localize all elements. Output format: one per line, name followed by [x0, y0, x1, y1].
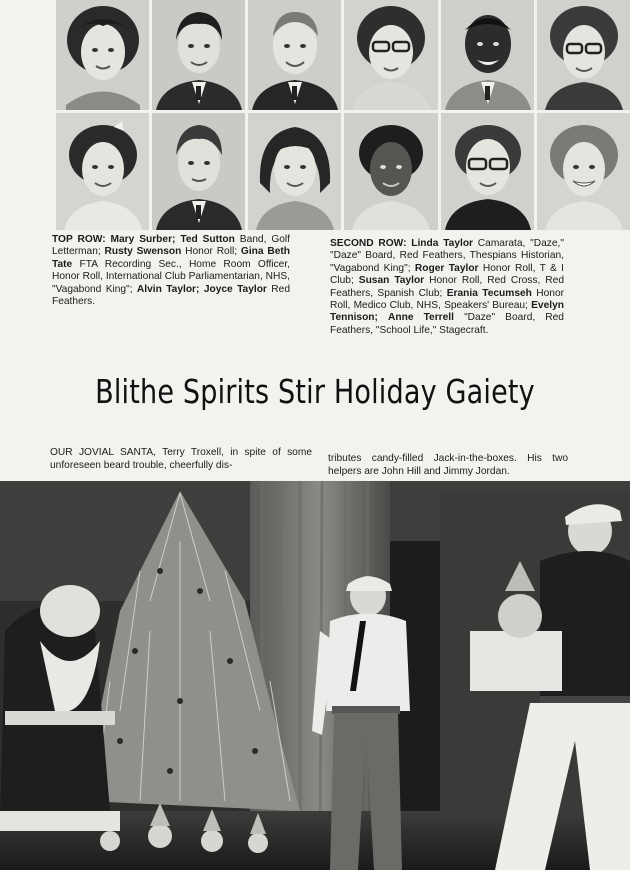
top-row-caption — [52, 234, 290, 308]
portrait-evelyn-tennison — [441, 113, 534, 230]
student-name: Roger Taylor — [414, 262, 479, 274]
portrait-photo — [56, 0, 149, 110]
portrait-grid — [56, 0, 630, 230]
portrait-photo — [56, 113, 149, 230]
portrait-rusty-swenson — [248, 0, 341, 110]
portrait-photo — [248, 113, 341, 230]
portrait-photo — [537, 0, 630, 110]
student-activities: Honor Roll, T & I Club; — [330, 262, 564, 287]
portrait-photo — [152, 113, 245, 230]
student-activities: Camarata, "Daze," "Daze" Board, Red Feathers, Thespians Historian, "Vagabond King"; — [330, 238, 564, 274]
portrait-erania-tecumseh — [344, 113, 437, 230]
story-lead: OUR JOVIAL SANTA, — [50, 447, 157, 458]
student-name: Alvin Taylor; — [136, 283, 200, 295]
student-activities: FTA Recording Sec., Home Room Officer, Honor Roll, International Club Parliamentarian, NHS, "Vagabond King"; — [52, 258, 290, 295]
portrait-susan-taylor — [248, 113, 341, 230]
student-activities: Honor Roll, Medico Club, NHS, Speakers' Bureau; — [330, 287, 564, 312]
student-name: Mary Surber; — [110, 234, 176, 245]
student-activities: Honor Roll; — [185, 246, 238, 258]
student-activities: Red Feathers. — [52, 283, 290, 308]
portrait-photo — [441, 113, 534, 230]
stage-photo-illustration — [0, 481, 630, 870]
story-text-right: tributes candy-filled Jack-in-the-boxes. His two helpers are John Hill and Jimmy Jordan. — [328, 453, 568, 477]
portrait-alvin-taylor — [441, 0, 534, 110]
portrait-gina-beth-tate — [344, 0, 437, 110]
portrait-mary-surber — [56, 0, 149, 110]
portrait-photo — [344, 0, 437, 110]
portrait-anne-terrell — [537, 113, 630, 230]
student-name: Joyce Taylor — [203, 283, 267, 295]
portrait-photo — [441, 0, 534, 110]
portrait-joyce-taylor — [537, 0, 630, 110]
portrait-photo — [537, 113, 630, 230]
second-row-caption — [330, 238, 564, 337]
portrait-linda-taylor — [56, 113, 149, 230]
student-name: Rusty Swenson — [104, 246, 182, 258]
student-name: Susan Taylor — [358, 275, 425, 287]
portrait-photo — [248, 0, 341, 110]
student-name: Anne Terrell — [388, 312, 454, 324]
portrait-photo — [152, 0, 245, 110]
student-name: Gina Beth Tate — [52, 246, 290, 270]
student-activities: Band, Golf Letterman; — [52, 234, 291, 258]
story-text-left — [50, 446, 312, 472]
row-label: SECOND ROW: — [330, 238, 407, 249]
student-name: Linda Taylor — [411, 238, 474, 249]
portrait-ted-sutton — [152, 0, 245, 110]
story-body: Terry Troxell, in spite of some unforeseen beard trouble, cheerfully dis- — [50, 447, 312, 471]
portrait-photo — [344, 113, 437, 230]
stage-photo — [0, 481, 630, 870]
student-name: Evelyn Tennison; — [330, 300, 564, 324]
portrait-roger-taylor — [152, 113, 245, 230]
student-activities: "Daze" Board, Red Feathers, "School Life," Stagecraft. — [330, 312, 564, 336]
student-activities: Honor Roll, Red Cross, Red Feathers, Spanish Club; — [330, 275, 564, 299]
student-name: Ted Sutton — [180, 234, 235, 245]
student-name: Erania Tecumseh — [446, 287, 532, 299]
page-headline: Blithe Spirits Stir Holiday Gaiety — [95, 372, 535, 411]
row-label: TOP ROW: — [52, 234, 106, 245]
